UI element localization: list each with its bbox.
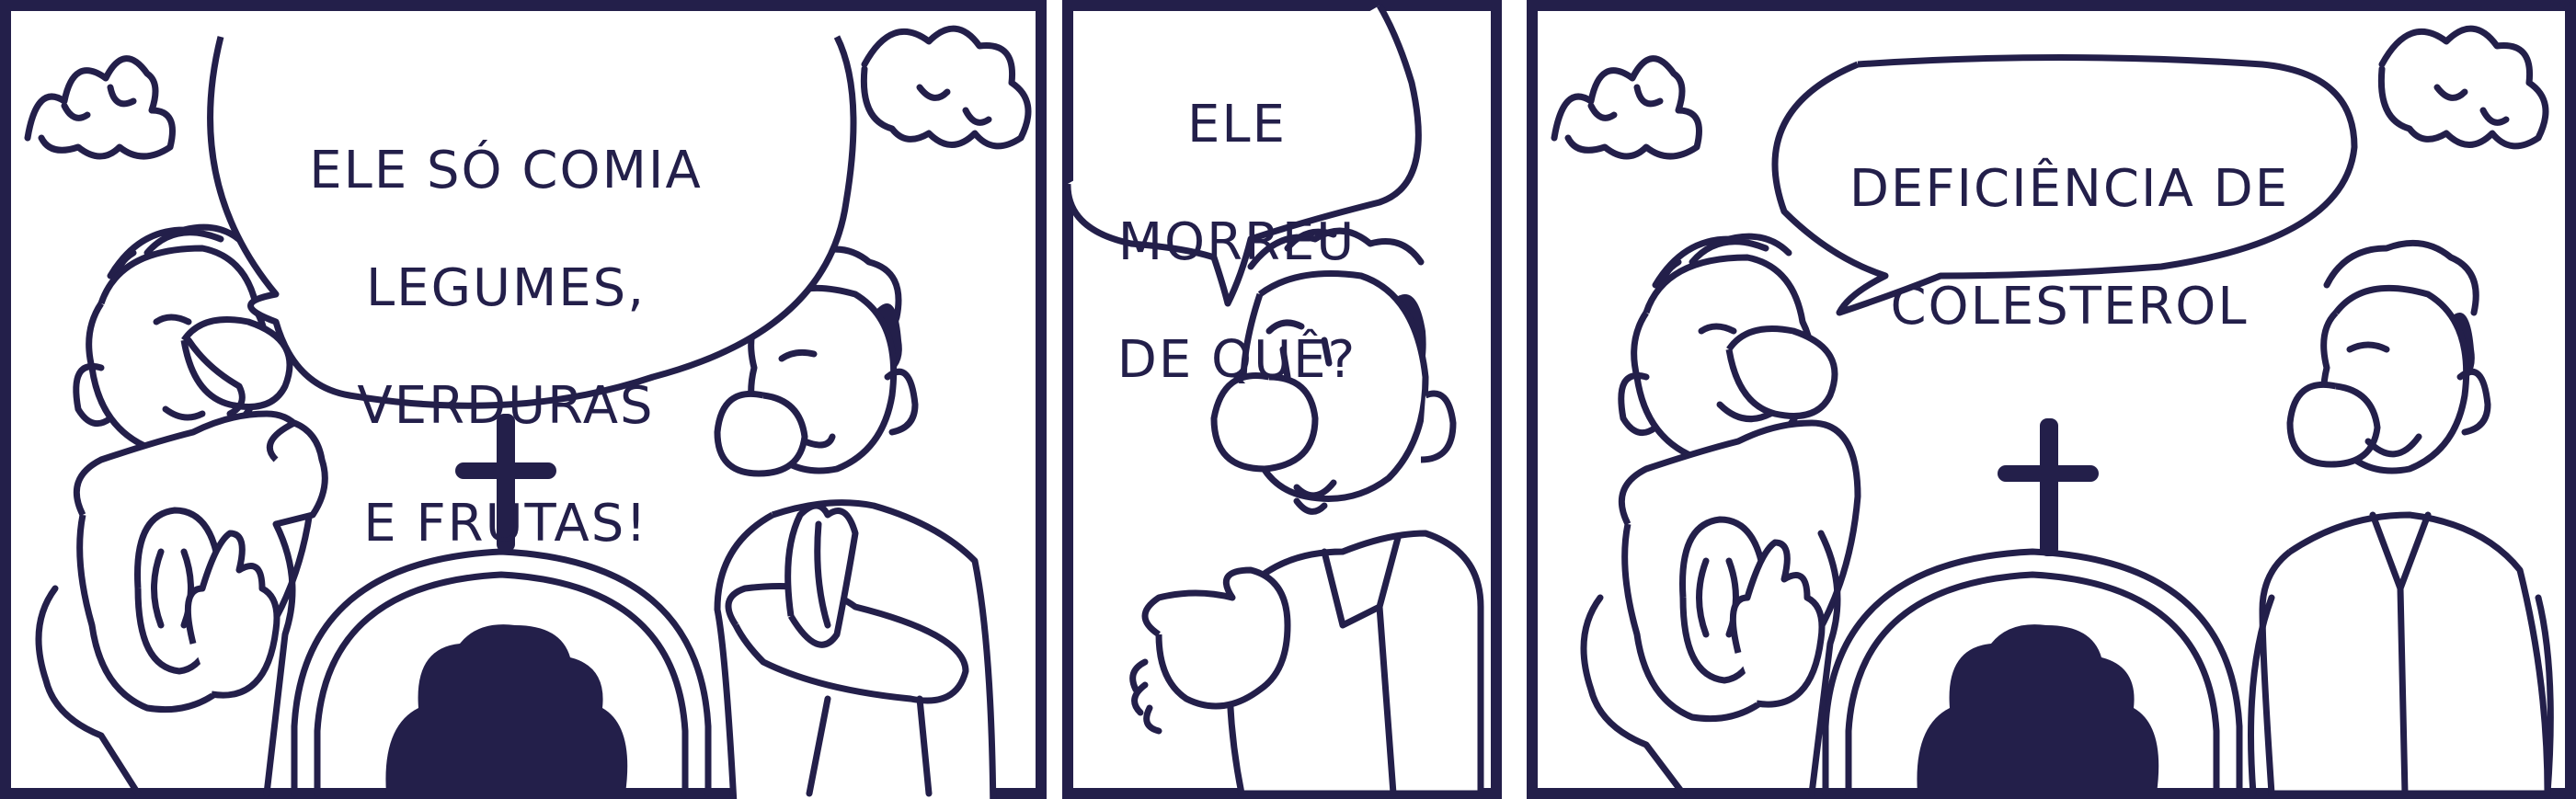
balloon-3-line-1: DEFICIÊNCIA DE [1849,159,2290,219]
balloon-2-line-1: ELE [1187,95,1287,154]
balloon-1-line-1: ELE SÓ COMIA [309,141,703,200]
balloon-2-line-3: DE QUÊ? [1116,330,1357,390]
balloon-3-line-2: COLESTEROL [1890,277,2249,337]
balloon-1-line-3: VERDURAS [357,376,655,436]
balloon-1-line-4: E FRUTAS! [363,494,648,554]
balloon-1-text [276,83,736,612]
balloon-2-line-2: MORREU [1117,212,1357,272]
balloon-3-text [1803,101,2336,395]
balloon-2-text [1085,37,1389,449]
balloon-1-line-2: LEGUMES, [365,258,646,318]
